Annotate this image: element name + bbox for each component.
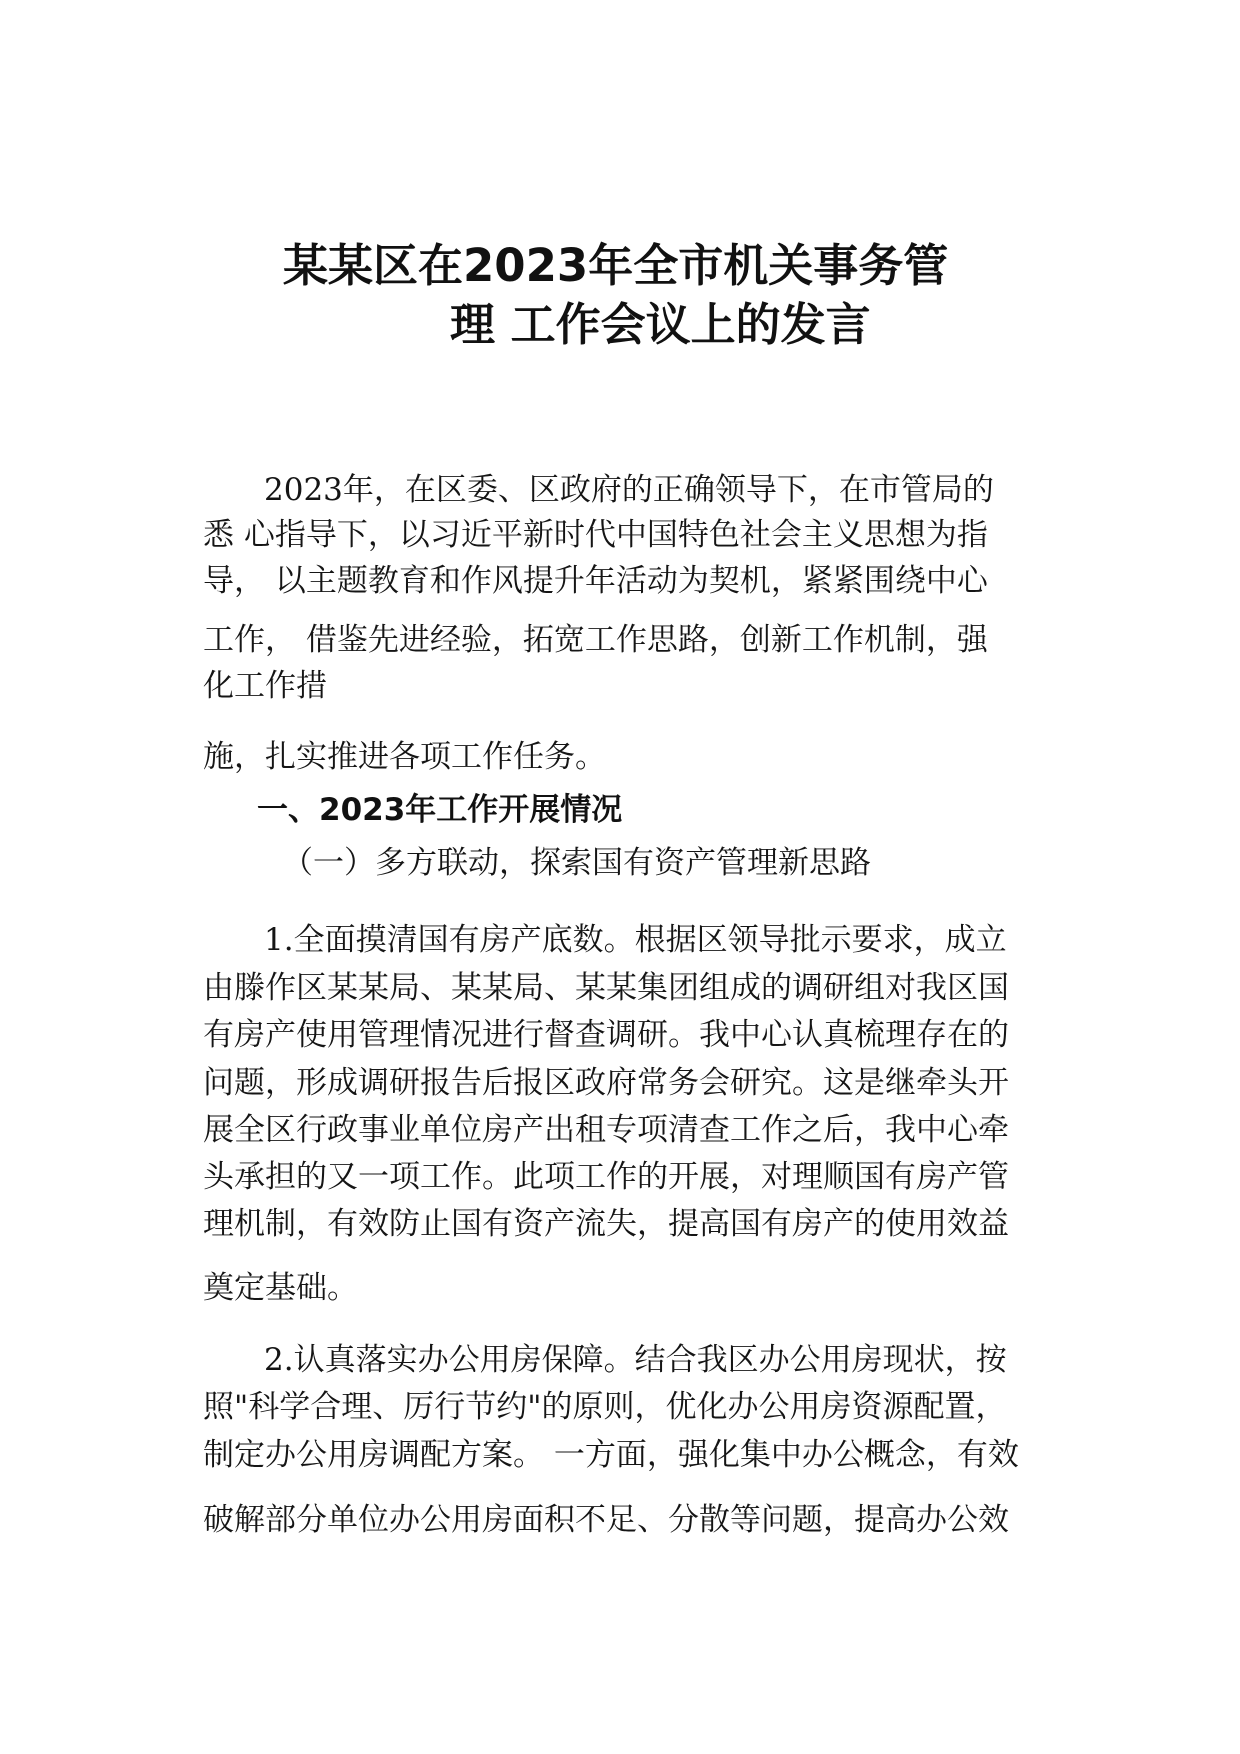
- item2-line-1: 2.认真落实办公用房保障。结合我区办公用房现状，按: [264, 1342, 1007, 1378]
- item2-line-3: 制定办公用房调配方案。 一方面，强化集中办公概念，有效: [203, 1437, 1019, 1473]
- item1-line-3: 有房产使用管理情况进行督查调研。我中心认真梳理存在的: [203, 1017, 1009, 1053]
- section-heading-1: 一、2023年工作开展情况: [257, 792, 623, 828]
- subsection-heading-1: （一）多方联动，探索国有资产管理新思路: [282, 845, 871, 881]
- intro-line-4: 工作， 借鉴先进经验，拓宽工作思路，创新工作机制，强: [203, 622, 988, 658]
- item1-line-1: 1.全面摸清国有房产底数。根据区领导批示要求，成立: [264, 922, 1007, 958]
- intro-line-1: 2023年，在区委、区政府的正确领导下，在市管局的: [264, 472, 994, 508]
- item1-line-4: 问题，形成调研报告后报区政府常务会研究。这是继牵头开: [203, 1065, 1009, 1101]
- document-title-line-1: 某某区在2023年全市机关事务管: [283, 239, 949, 292]
- intro-line-5: 化工作措: [203, 668, 327, 704]
- item1-line-6: 头承担的又一项工作。此项工作的开展，对理顺国有房产管: [203, 1159, 1009, 1195]
- intro-line-3: 导， 以主题教育和作风提升年活动为契机，紧紧围绕中心: [203, 563, 988, 599]
- intro-line-2: 悉 心指导下，以习近平新时代中国特色社会主义思想为指: [203, 517, 988, 553]
- item2-line-2: 照"科学合理、厉行节约"的原则，优化办公用房资源配置，: [203, 1389, 1007, 1425]
- item1-line-5: 展全区行政事业单位房产出租专项清查工作之后，我中心牵: [203, 1112, 1009, 1148]
- item1-line-8: 奠定基础。: [203, 1270, 358, 1306]
- item2-line-4: 破解部分单位办公用房面积不足、分散等问题，提高办公效: [203, 1502, 1009, 1538]
- document-title-line-2: 理 工作会议上的发言: [450, 298, 871, 351]
- intro-line-6: 施，扎实推进各项工作任务。: [203, 739, 606, 775]
- item1-line-2: 由滕作区某某局、某某局、某某集团组成的调研组对我区国: [203, 970, 1009, 1006]
- item1-line-7: 理机制，有效防止国有资产流失，提高国有房产的使用效益: [203, 1206, 1009, 1242]
